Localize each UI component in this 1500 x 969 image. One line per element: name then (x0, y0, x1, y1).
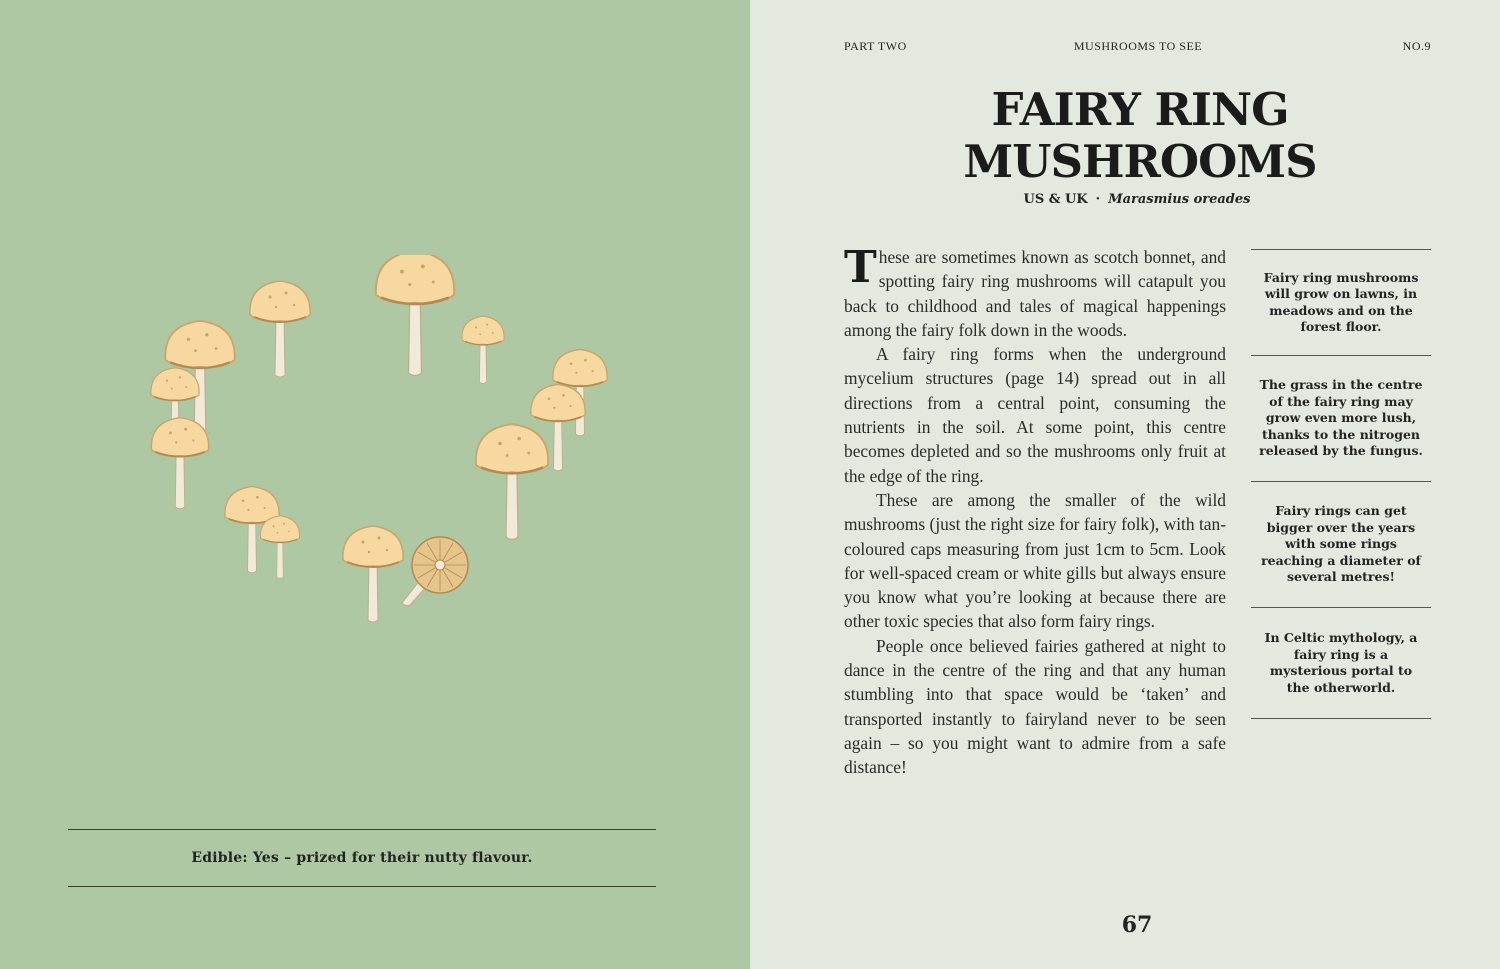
page-number: 67 (1121, 912, 1153, 938)
fact-note-text: The grass in the centre of the fairy ring may grow even more lush, thanks to the nitrogen released by the fungus. (1259, 377, 1423, 459)
fact-note (1251, 482, 1431, 608)
paragraph-1 (844, 242, 1226, 342)
paragraph-2: A fairy ring forms when the underground mycelium structures (page 14) spread out in all directions from a central point, consuming the nutrients in the soil. At some point, this centre becomes depleted and so the mushrooms only fruit at the edge of the ring. (844, 344, 1226, 486)
fact-note-text: In Celtic mythology, a fairy ring is a mysterious portal to the otherworld. (1264, 630, 1418, 695)
fact-sidebar (1251, 249, 1431, 719)
species-subtitle (900, 192, 1374, 207)
title-line-1: FAIRY RING (991, 83, 1289, 136)
subtitle-separator: · (1095, 192, 1101, 207)
fact-note (1251, 608, 1431, 719)
fact-note-text: Fairy rings can get bigger over the years with some rings reaching a diameter of several metres! (1261, 503, 1421, 585)
page-title (900, 84, 1380, 188)
edibility-text: Edible: Yes – prized for their nutty flavour. (191, 850, 533, 866)
fairy-ring-mushrooms-icon (140, 255, 620, 625)
edibility-box (68, 829, 656, 887)
running-header-section: MUSHROOMS TO SEE (1073, 39, 1203, 53)
running-header-number: NO.9 (1402, 39, 1431, 53)
fact-note (1251, 250, 1431, 356)
paragraph-4: People once believed fairies gathered at night to dance in the centre of the ring and that any human stumbling into that space would be ‘taken’ and transported instantly to fairyland never to be seen again – so you might want to admire from a safe distance! (844, 635, 1226, 778)
body-text (844, 242, 1226, 780)
title-line-2: MUSHROOMS (963, 135, 1317, 188)
running-header-part: PART TWO (844, 39, 907, 53)
fact-note (1251, 356, 1431, 482)
drop-cap: T (844, 242, 877, 293)
latin-name: Marasmius oreades (1108, 192, 1251, 207)
paragraph-3: These are among the smaller of the wild mushrooms (just the right size for fairy folk), with tan-coloured caps measuring from just 1cm to 5cm. Look for well-spaced cream or white gills but always ensure you know what you’re looking at because there are other toxic species that also form fairy rings. (844, 489, 1226, 632)
fact-note-text: Fairy ring mushrooms will grow on lawns, in meadows and on the forest floor. (1263, 269, 1419, 334)
paragraph-1-text: hese are sometimes known as scotch bonnet, and spotting fairy ring mushrooms will catapult you back to childhood and tales of magical happenings among the fairy folk down in the woods. (844, 247, 1226, 340)
region-label: US & UK (1023, 192, 1088, 207)
